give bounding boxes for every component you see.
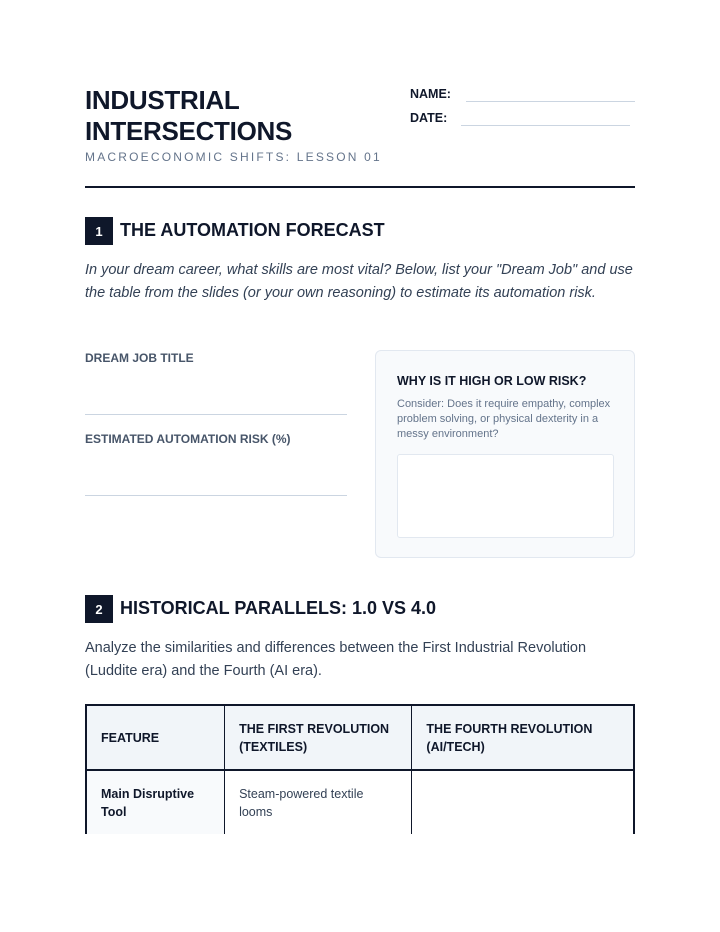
table-header-row: [86, 705, 634, 770]
section-1-number: 1: [85, 217, 113, 245]
risk-card-title: WHY IS IT HIGH OR LOW RISK?: [397, 374, 587, 388]
automation-risk-input[interactable]: [85, 495, 347, 496]
risk-card-hint: Consider: Does it require empathy, complex problem solving, or physical dexterity in a messy environment?: [397, 398, 611, 440]
date-label: DATE:: [410, 111, 448, 125]
dream-job-label: DREAM JOB TITLE: [85, 351, 194, 365]
feature-cell: Main Disruptive Tool: [86, 770, 225, 834]
section-1-title: THE AUTOMATION FORECAST: [120, 220, 385, 240]
worksheet-subtitle: MACROECONOMIC SHIFTS: LESSON 01: [85, 150, 382, 164]
risk-reasoning-textarea[interactable]: [397, 454, 614, 538]
date-field[interactable]: [461, 125, 630, 126]
automation-risk-label: ESTIMATED AUTOMATION RISK (%): [85, 432, 291, 446]
table-row: [86, 770, 634, 834]
name-field[interactable]: [466, 101, 635, 102]
name-label: NAME:: [410, 87, 451, 101]
comparison-table: [85, 704, 635, 834]
title-line-2: INTERSECTIONS: [85, 116, 293, 146]
header-fourth-revolution: THE FOURTH REVOLUTION (AI/TECH): [426, 721, 593, 754]
first-revolution-cell: Steam-powered textile looms: [225, 770, 412, 834]
fourth-revolution-cell[interactable]: [412, 770, 634, 834]
header-divider: [85, 186, 635, 188]
section-1-instructions: In your dream career, what skills are most vital? Below, list your "Dream Job" and use the table from the slides (or your own reasoning) to estimate its automation risk.: [85, 262, 633, 301]
worksheet-page: [85, 0, 635, 932]
dream-job-input[interactable]: [85, 414, 347, 415]
section-2-instructions: Analyze the similarities and differences between the First Industrial Revolution (Luddite era) and the Fourth (AI era).: [85, 640, 587, 679]
section-2-number: 2: [85, 595, 113, 623]
title-line-1: INDUSTRIAL: [85, 85, 240, 115]
risk-reasoning-card: [375, 350, 635, 558]
worksheet-title: [85, 85, 385, 147]
header-first-revolution: THE FIRST REVOLUTION (TEXTILES): [225, 705, 412, 770]
section-2-title: HISTORICAL PARALLELS: 1.0 VS 4.0: [120, 598, 437, 618]
header-feature: FEATURE: [86, 705, 225, 770]
